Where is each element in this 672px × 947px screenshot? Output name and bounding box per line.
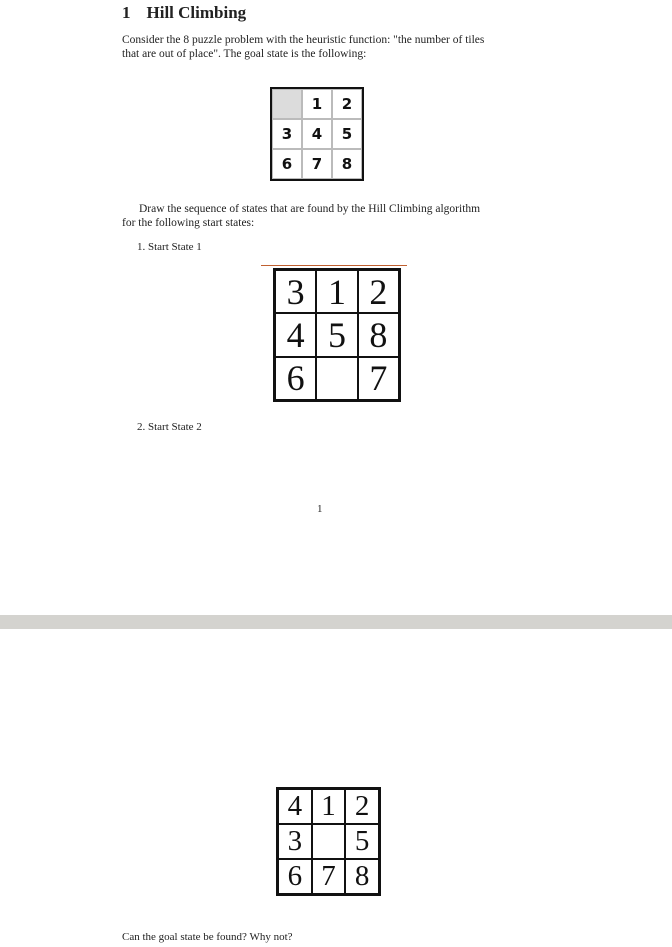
goal-cell: 5 bbox=[332, 119, 362, 149]
instruction-line-1: Draw the sequence of states that are found by the Hill Climbing algorithm bbox=[139, 203, 481, 215]
goal-state-grid bbox=[270, 87, 364, 181]
page-separator bbox=[0, 615, 672, 629]
divider-line bbox=[261, 265, 407, 266]
state1-cell: 2 bbox=[358, 270, 399, 313]
goal-cell: 7 bbox=[302, 149, 332, 179]
goal-cell: 2 bbox=[332, 89, 362, 119]
state2-cell: 1 bbox=[312, 789, 346, 824]
start-state-2-label: 2. Start State 2 bbox=[137, 421, 202, 433]
goal-cell: 8 bbox=[332, 149, 362, 179]
goal-cell: 3 bbox=[272, 119, 302, 149]
state1-cell: 3 bbox=[275, 270, 316, 313]
start-state-2-grid bbox=[276, 787, 381, 896]
goal-cell-blank bbox=[272, 89, 302, 119]
state2-cell: 6 bbox=[278, 859, 312, 894]
closing-question: Can the goal state be found? Why not? bbox=[122, 931, 293, 943]
state2-cell-blank bbox=[312, 824, 346, 859]
intro-line-2: that are out of place". The goal state is the following: bbox=[122, 48, 367, 60]
state1-cell-blank bbox=[316, 357, 357, 400]
state2-cell: 4 bbox=[278, 789, 312, 824]
section-title: Hill Climbing bbox=[146, 3, 247, 22]
intro-paragraph bbox=[122, 33, 484, 61]
start-state-1-grid bbox=[273, 268, 401, 402]
state1-cell: 6 bbox=[275, 357, 316, 400]
instruction-paragraph bbox=[122, 202, 480, 230]
start-state-1-label: 1. Start State 1 bbox=[137, 241, 202, 253]
state2-cell: 8 bbox=[345, 859, 379, 894]
goal-cell: 4 bbox=[302, 119, 332, 149]
section-number: 1 bbox=[122, 3, 131, 22]
page-number: 1 bbox=[317, 503, 323, 515]
state2-cell: 3 bbox=[278, 824, 312, 859]
state2-cell: 2 bbox=[345, 789, 379, 824]
section-heading bbox=[122, 3, 246, 23]
goal-cell: 6 bbox=[272, 149, 302, 179]
state1-cell: 4 bbox=[275, 313, 316, 356]
state1-cell: 1 bbox=[316, 270, 357, 313]
state1-cell: 5 bbox=[316, 313, 357, 356]
state2-cell: 5 bbox=[345, 824, 379, 859]
state1-cell: 8 bbox=[358, 313, 399, 356]
intro-line-1: Consider the 8 puzzle problem with the heuristic function: "the number of tiles bbox=[122, 34, 485, 46]
goal-cell: 1 bbox=[302, 89, 332, 119]
instruction-line-2: for the following start states: bbox=[122, 217, 255, 229]
state2-cell: 7 bbox=[312, 859, 346, 894]
state1-cell: 7 bbox=[358, 357, 399, 400]
